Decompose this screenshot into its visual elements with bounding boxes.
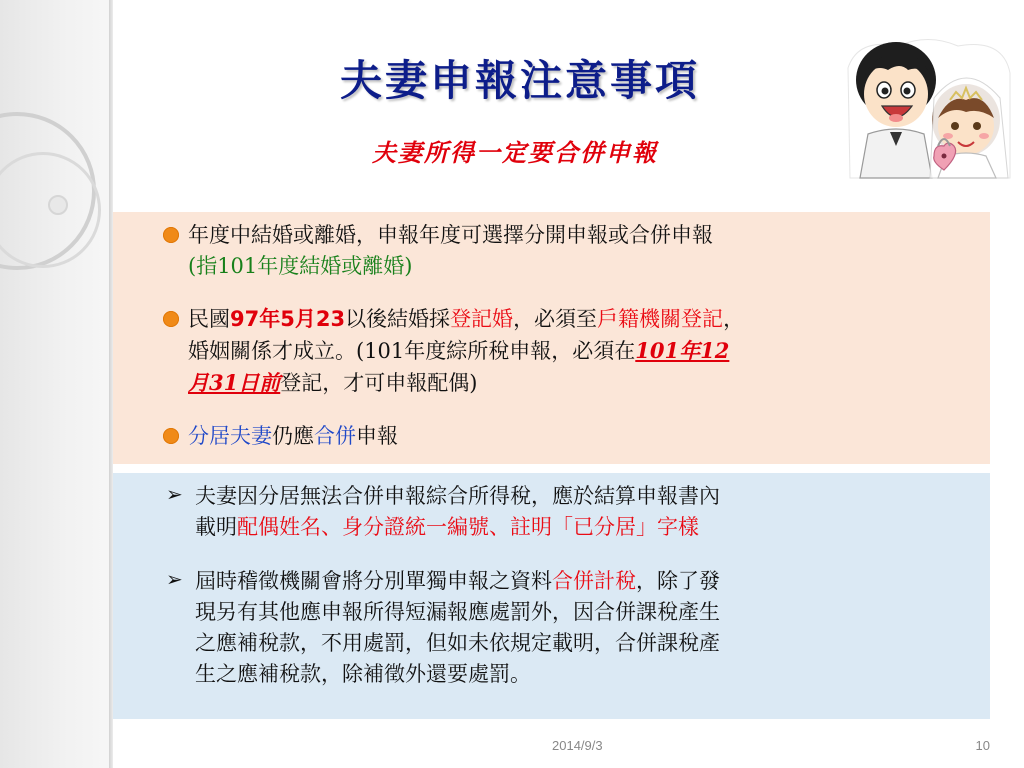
note-separated-couple [188, 421, 980, 452]
arrow-bullet-icon: ➢ [166, 482, 183, 506]
bullet-dot [163, 428, 179, 444]
text-span: ， [723, 307, 745, 331]
text-span: 仍應 [272, 424, 314, 448]
separated-highlight: 分居夫妻 [188, 424, 272, 448]
text-span: 登記，才可申報配偶) [280, 371, 478, 395]
note-line [188, 367, 980, 399]
bullet-dot [163, 311, 179, 327]
page-number: 10 [975, 738, 990, 753]
deadline-highlight: 月31日前 [188, 370, 281, 395]
text-span: 以後結婚採 [345, 307, 451, 331]
decorative-ring-small [48, 195, 68, 215]
note-declaration [195, 481, 980, 543]
registration-highlight: 登記婚 [450, 307, 514, 331]
office-highlight: 戶籍機關登記 [597, 307, 724, 331]
text-span: ，必須至 [513, 307, 598, 331]
text-span: 民國 [188, 307, 230, 331]
note-line: 之應補稅款，不用處罰，但如未依規定載明，合併課稅產 [195, 631, 720, 655]
required-info-highlight: 配偶姓名、身分證統一編號、註明「已分居」字樣 [237, 515, 699, 539]
slide-subtitle: 夫妻所得一定要合併申報 [372, 138, 658, 167]
combined-highlight: 合併 [314, 424, 356, 448]
note-line [195, 512, 980, 543]
bullet-dot [163, 227, 179, 243]
text-span: ，除了發 [636, 569, 720, 593]
text-span: 載明 [195, 515, 237, 539]
married-couple-illustration [838, 28, 1018, 190]
note-line [188, 335, 980, 367]
note-line: 年度中結婚或離婚，申報年度可選擇分開申報或合併申報 [188, 223, 713, 247]
text-span: 婚姻關係才成立。(101年度綜所稅申報，必須在 [188, 339, 636, 363]
note-penalty [195, 566, 980, 690]
note-marriage-year [188, 220, 980, 282]
date-highlight: 97年5月23 [230, 307, 346, 331]
footer-date: 2014/9/3 [552, 738, 603, 753]
note-line: 生之應補稅款，除補徵外還要處罰。 [195, 662, 531, 686]
deadline-highlight: 101年12 [635, 338, 730, 363]
note-line-highlight: (指101年度結婚或離婚) [188, 254, 413, 278]
note-line [195, 566, 980, 597]
arrow-bullet-icon: ➢ [166, 567, 183, 591]
note-registration-marriage [188, 304, 980, 399]
slide-title: 夫妻申報注意事項 [339, 56, 700, 105]
text-span: 申報 [356, 424, 398, 448]
note-line: 夫妻因分居無法合併申報綜合所得稅，應於結算申報書內 [195, 484, 720, 508]
note-line [188, 304, 980, 335]
combined-tax-highlight: 合併計稅 [552, 569, 636, 593]
note-line: 現另有其他應申報所得短漏報應處罰外，因合併課稅產生 [195, 600, 720, 624]
text-span: 屆時稽徵機關會將分別單獨申報之資料 [195, 569, 552, 593]
